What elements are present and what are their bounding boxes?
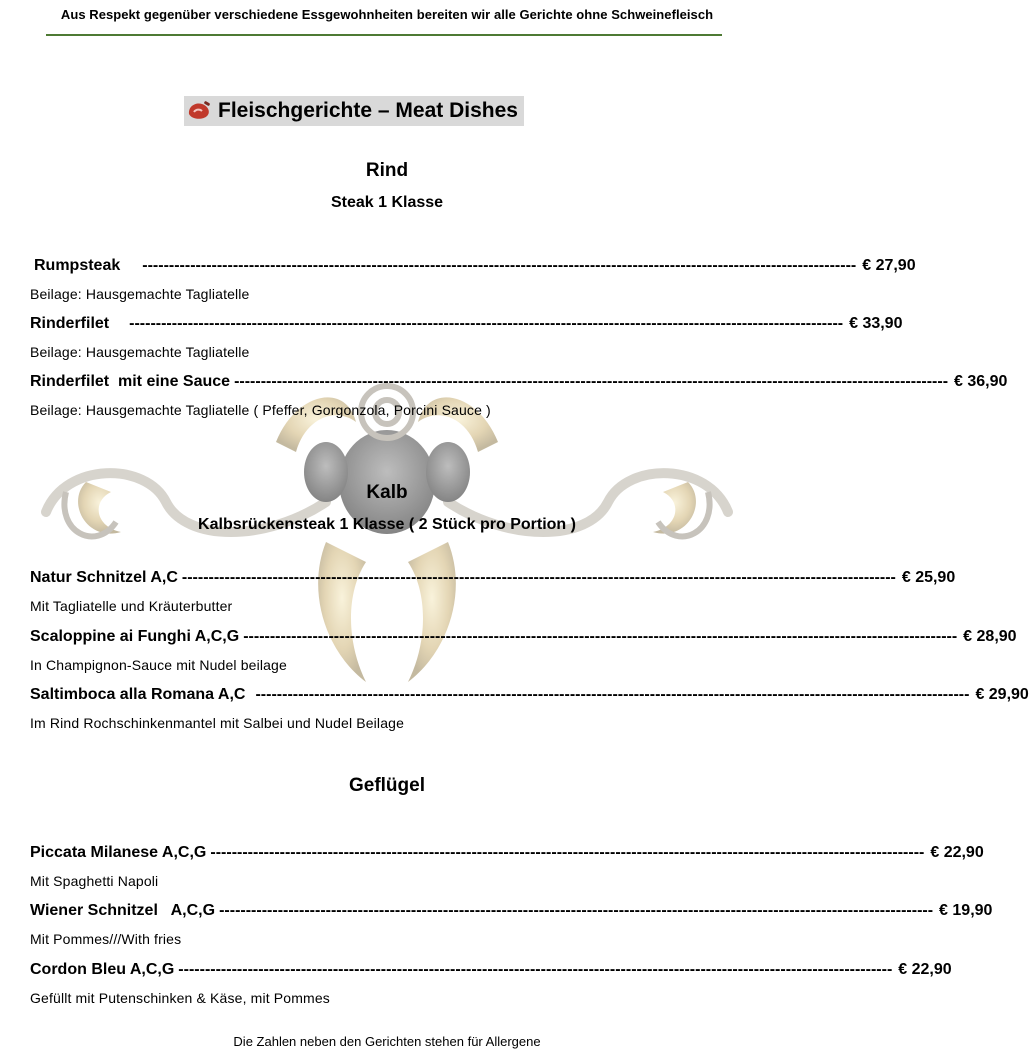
dish-description: Im Rind Rochschinkenmantel mit Salbei und Nudel Beilage xyxy=(30,715,404,731)
menu-item-piccata-milanese xyxy=(30,843,984,863)
dotted-leader: -------------------------------------------------------------------------------------------------------------------------------------- xyxy=(255,686,970,703)
dish-price: € 22,90 xyxy=(898,961,952,978)
dish-name: Piccata Milanese A,C,G xyxy=(30,844,207,861)
menu-item-natur-schnitzel xyxy=(30,568,956,588)
dotted-leader: -------------------------------------------------------------------------------------------------------------------------------------- xyxy=(234,373,949,390)
dish-description: In Champignon-Sauce mit Nudel beilage xyxy=(30,657,287,673)
dish-price: € 29,90 xyxy=(975,686,1029,703)
steak-icon xyxy=(186,100,212,122)
dotted-leader: -------------------------------------------------------------------------------------------------------------------------------------- xyxy=(178,961,893,978)
dish-name: Rinderfilet xyxy=(30,315,110,332)
dotted-leader: -------------------------------------------------------------------------------------------------------------------------------------- xyxy=(219,902,934,919)
dish-name: Rumpsteak xyxy=(34,257,121,274)
dish-price: € 19,90 xyxy=(939,902,993,919)
section-heading-gefluegel: Geflügel xyxy=(348,775,425,796)
menu-item-rinderfilet-sauce xyxy=(30,372,1008,392)
dish-description: Mit Tagliatelle und Kräuterbutter xyxy=(30,598,233,614)
section-subheading-rind: Steak 1 Klasse xyxy=(330,194,444,211)
dish-description: Beilage: Hausgemachte Tagliatelle xyxy=(30,286,250,302)
dish-price: € 36,90 xyxy=(954,373,1008,390)
dish-description: Mit Pommes///With fries xyxy=(30,931,182,947)
dotted-leader: -------------------------------------------------------------------------------------------------------------------------------------- xyxy=(210,844,925,861)
dish-name: Natur Schnitzel A,C xyxy=(30,569,178,586)
dish-price: € 25,90 xyxy=(901,569,956,586)
dotted-leader: -------------------------------------------------------------------------------------------------------------------------------------- xyxy=(181,569,896,586)
page-title xyxy=(184,96,524,126)
header-note: Aus Respekt gegenüber verschiedene Essgewohnheiten bereiten wir alle Gerichte ohne Schweinefleisch xyxy=(60,7,714,22)
menu-item-scaloppine xyxy=(30,627,1017,647)
dish-price: € 22,90 xyxy=(930,844,984,861)
dotted-leader: -------------------------------------------------------------------------------------------------------------------------------------- xyxy=(129,315,844,332)
dish-name: Wiener Schnitzel A,C,G xyxy=(30,902,216,919)
allergen-footnote: Die Zahlen neben den Gerichten stehen für Allergene xyxy=(233,1034,541,1049)
menu-item-saltimboca xyxy=(30,685,1029,705)
dish-description: Mit Spaghetti Napoli xyxy=(30,873,159,889)
dish-price: € 33,90 xyxy=(849,315,903,332)
menu-item-cordon-bleu xyxy=(30,960,952,980)
dish-description: Beilage: Hausgemachte Tagliatelle ( Pfeffer, Gorgonzola, Porcini Sauce ) xyxy=(30,402,491,418)
dish-price: € 28,90 xyxy=(963,628,1017,645)
dotted-leader: -------------------------------------------------------------------------------------------------------------------------------------- xyxy=(243,628,958,645)
section-heading-kalb: Kalb xyxy=(366,482,408,503)
dish-name: Cordon Bleu A,C,G xyxy=(30,961,175,978)
menu-item-rumpsteak xyxy=(34,256,916,276)
dish-price: € 27,90 xyxy=(862,257,916,274)
menu-item-wiener-schnitzel xyxy=(30,901,993,921)
menu-item-rinderfilet xyxy=(30,314,903,334)
dish-name: Scaloppine ai Funghi A,C,G xyxy=(30,628,240,645)
section-subheading-kalb: Kalbsrückensteak 1 Klasse ( 2 Stück pro Portion ) xyxy=(198,516,576,533)
dotted-leader: -------------------------------------------------------------------------------------------------------------------------------------- xyxy=(142,257,857,274)
dish-name: Saltimboca alla Romana A,C xyxy=(30,686,246,703)
dish-description: Gefüllt mit Putenschinken & Käse, mit Pommes xyxy=(30,990,330,1006)
header-divider xyxy=(46,34,722,36)
section-heading-rind: Rind xyxy=(365,160,409,181)
page-title-text: Fleischgerichte – Meat Dishes xyxy=(218,99,518,122)
dish-description: Beilage: Hausgemachte Tagliatelle xyxy=(30,344,250,360)
dish-name: Rinderfilet mit eine Sauce xyxy=(30,373,231,390)
